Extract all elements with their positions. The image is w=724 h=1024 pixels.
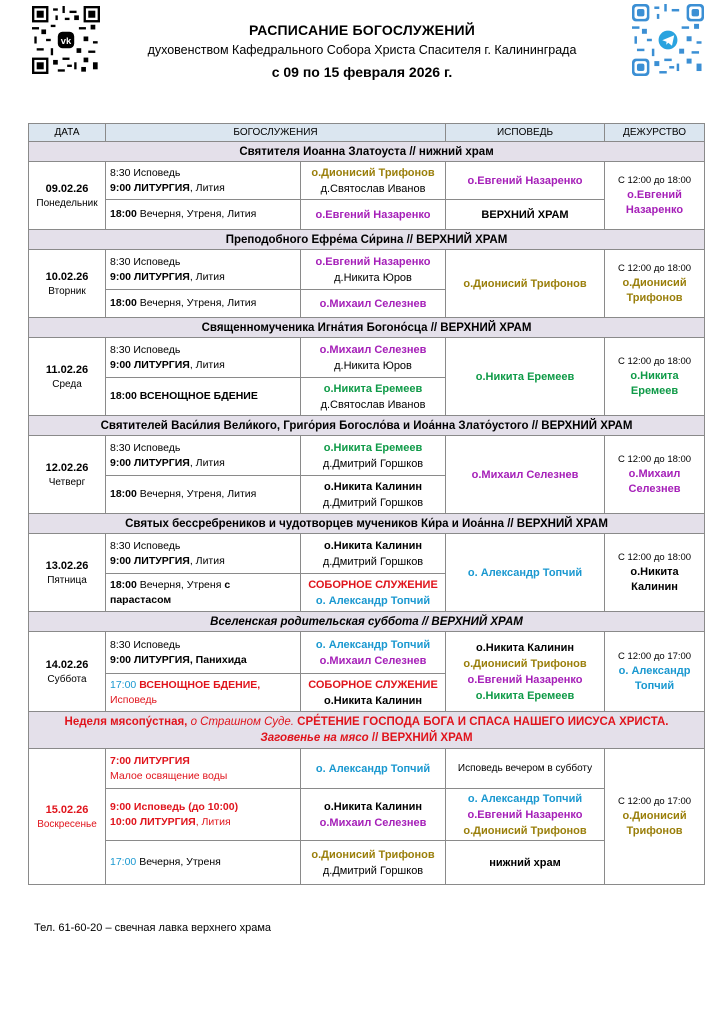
table-row xyxy=(29,200,705,230)
day-heading: Святителя Иоанна Златоуста // нижний храм xyxy=(29,142,705,162)
weekday: Понедельник xyxy=(36,197,98,209)
service-time: 17:00 xyxy=(110,678,137,691)
day-heading-row xyxy=(29,416,705,436)
service-cell xyxy=(106,749,301,789)
day-heading xyxy=(29,712,705,749)
day-heading-text: СРЕ́ТЕНИЕ ГОСПОДА БОГА И СПАСА НАШЕГО ИИСУСА ХРИСТА. xyxy=(293,716,669,728)
priest-name: о.Никита Еремеев xyxy=(323,382,423,395)
duty-priest: о.Никита Еремеев xyxy=(630,370,679,397)
joint-service-label: СОБОРНОЕ СЛУЖЕНИЕ xyxy=(308,678,438,691)
duty-priest: о.Никита Калинин xyxy=(630,566,679,593)
priests-cell xyxy=(301,789,446,841)
service-line-bold: 10:00 ЛИТУРГИЯ xyxy=(110,815,196,828)
service-cell xyxy=(106,632,301,674)
priest-name: о.Дионисий Трифонов xyxy=(311,166,435,179)
deacon-name: д.Святослав Иванов xyxy=(320,182,426,195)
day-heading: Священномученика Игна́тия Богоно́сца // ВЕРХНИЙ ХРАМ xyxy=(29,318,705,338)
table-row xyxy=(29,250,705,290)
duty-cell xyxy=(605,749,705,885)
service-line: , Лития xyxy=(189,181,225,194)
duty-time: С 12:00 до 18:00 xyxy=(617,175,692,186)
table-row xyxy=(29,632,705,674)
day-heading-row xyxy=(29,712,705,749)
deacon-name: д.Никита Юров xyxy=(334,271,412,284)
priest-name: о.Михаил Селезнев xyxy=(319,343,427,356)
priests-cell xyxy=(301,841,446,885)
service-line: 8:30 Исповедь xyxy=(110,343,181,356)
confession-cell: о.Евгений Назаренко xyxy=(446,162,605,200)
service-time: 17:00 xyxy=(110,856,137,868)
priests-cell xyxy=(301,378,446,416)
service-time: 18:00 ВСЕНОЩНОЕ БДЕНИЕ xyxy=(110,390,258,402)
service-line: Вечерня, Утреня xyxy=(136,578,225,591)
duty-priest: о.Дионисий Трифонов xyxy=(622,277,687,304)
priest-name: о.Евгений Назаренко xyxy=(315,208,431,221)
date-cell xyxy=(29,749,106,885)
confession-cell: о.Никита Еремеев xyxy=(446,338,605,416)
service-line: Вечерня, Утреня, Лития xyxy=(136,488,257,500)
day-heading-row xyxy=(29,142,705,162)
deacon-name: д.Дмитрий Горшков xyxy=(322,555,424,568)
weekday: Суббота xyxy=(47,673,87,685)
duty-time: С 12:00 до 18:00 xyxy=(617,263,692,274)
date-cell xyxy=(29,338,106,416)
day-heading: Святых бессребреников и чудотворцев мучеников Ки́ра и Иоа́нна // ВЕРХНИЙ ХРАМ xyxy=(29,514,705,534)
service-time: 18:00 xyxy=(110,488,137,500)
confession-cell: ВЕРХНИЙ ХРАМ xyxy=(446,200,605,230)
service-line: , Лития xyxy=(189,358,225,371)
column-header-duty: ДЕЖУРСТВО xyxy=(605,124,705,142)
page-subtitle: духовенством Кафедрального Собора Христа Спасителя г. Калининграда xyxy=(147,43,577,57)
weekday: Воскресенье xyxy=(37,818,97,830)
service-cell xyxy=(106,476,301,514)
service-line-bold: парастасом xyxy=(110,593,172,606)
duty-priest: о.Михаил Селезнев xyxy=(628,468,681,495)
deacon-name: д.Дмитрий Горшков xyxy=(322,864,424,877)
day-heading xyxy=(29,612,705,632)
day-heading-row xyxy=(29,612,705,632)
priest-name: о.Никита Еремеев xyxy=(323,441,423,454)
deacon-name: д.Святослав Иванов xyxy=(320,398,426,411)
table-row xyxy=(29,749,705,789)
duty-cell xyxy=(605,632,705,712)
column-header-confession: ИСПОВЕДЬ xyxy=(446,124,605,142)
service-line: Вечерня, Утреня xyxy=(136,856,221,868)
date: 10.02.26 xyxy=(45,270,89,283)
priests-cell xyxy=(301,162,446,200)
service-cell xyxy=(106,789,301,841)
priest-name: о.Никита Калинин xyxy=(323,694,423,707)
table-row xyxy=(29,789,705,841)
service-line-bold: 9:00 ЛИТУРГИЯ xyxy=(110,270,190,283)
deacon-name: д.Дмитрий Горшков xyxy=(322,457,424,470)
priests-cell xyxy=(301,534,446,574)
day-heading: Святителей Васи́лия Вели́кого, Григо́рия Богосло́ва и Иоа́нна Злато́устого // ВЕРХНИЙ ХРАМ xyxy=(29,416,705,436)
service-line-bold: ВСЕНОЩНОЕ БДЕНИЕ, xyxy=(136,678,261,691)
service-cell xyxy=(106,378,301,416)
priest-name: о.Михаил Селезнев xyxy=(319,297,427,310)
confession-cell xyxy=(446,632,605,712)
footer-phone-note: Тел. 61-60-20 – свечная лавка верхнего храма xyxy=(34,922,272,934)
service-line: , Лития xyxy=(189,270,225,283)
weekday: Вторник xyxy=(48,285,86,297)
service-line: Исповедь xyxy=(110,693,157,706)
service-line-bold: 9:00 ЛИТУРГИЯ, Панихида xyxy=(110,653,247,666)
duty-cell xyxy=(605,534,705,612)
duty-time: С 12:00 до 18:00 xyxy=(617,356,692,367)
service-line: Малое освящение воды xyxy=(110,769,228,782)
priest-name: о.Никита Калинин xyxy=(323,539,423,552)
date: 12.02.26 xyxy=(45,461,89,474)
day-heading-row xyxy=(29,318,705,338)
day-heading-text: Неделя мясопу́стная, xyxy=(64,716,188,728)
confessor-name: о.Дионисий Трифонов xyxy=(463,657,587,670)
priest-name: о.Никита Калинин xyxy=(323,480,423,493)
duty-time: С 12:00 до 18:00 xyxy=(617,454,692,465)
service-cell xyxy=(106,534,301,574)
confession-cell: нижний храм xyxy=(446,841,605,885)
priests-cell xyxy=(301,674,446,712)
service-line-bold: 9:00 ЛИТУРГИЯ xyxy=(110,456,190,469)
table-row xyxy=(29,436,705,476)
service-cell xyxy=(106,250,301,290)
column-header-date: ДАТА xyxy=(29,124,106,142)
page-title: РАСПИСАНИЕ БОГОСЛУЖЕНИЙ xyxy=(248,22,476,38)
service-line-bold: 9:00 ЛИТУРГИЯ xyxy=(110,181,190,194)
confession-cell: о.Дионисий Трифонов xyxy=(446,250,605,318)
service-cell xyxy=(106,436,301,476)
priests-cell xyxy=(301,749,446,789)
service-line: Вечерня, Утреня, Лития xyxy=(136,208,257,220)
service-cell xyxy=(106,338,301,378)
weekday: Среда xyxy=(52,378,82,390)
service-line-bold: 9:00 ЛИТУРГИЯ xyxy=(110,358,190,371)
table-header-row xyxy=(29,124,705,142)
service-line-bold: 9:00 ЛИТУРГИЯ xyxy=(110,554,190,567)
service-line: , Лития xyxy=(189,456,225,469)
confessor-name: о. Александр Топчий xyxy=(467,792,583,805)
duty-priest: о. Александр Топчий xyxy=(618,665,691,692)
service-line: , Лития xyxy=(195,815,231,828)
day-heading-row xyxy=(29,230,705,250)
date-cell xyxy=(29,534,106,612)
service-cell xyxy=(106,574,301,612)
confession-cell: Исповедь вечером в субботу xyxy=(446,749,605,789)
date: 14.02.26 xyxy=(45,658,89,671)
weekday: Четверг xyxy=(48,476,86,488)
joint-service-label: СОБОРНОЕ СЛУЖЕНИЕ xyxy=(308,578,438,591)
column-header-services: БОГОСЛУЖЕНИЯ xyxy=(106,124,446,142)
priests-cell xyxy=(301,476,446,514)
duty-cell xyxy=(605,436,705,514)
service-line-bold: с xyxy=(224,578,231,591)
priest-name: о.Дионисий Трифонов xyxy=(311,848,435,861)
date-cell xyxy=(29,632,106,712)
duty-time: С 12:00 до 17:00 xyxy=(617,796,692,807)
confession-cell: о.Михаил Селезнев xyxy=(446,436,605,514)
weekday: Пятница xyxy=(47,574,87,586)
service-line: 8:30 Исповедь xyxy=(110,441,181,454)
service-line-bold: 7:00 ЛИТУРГИЯ xyxy=(110,754,190,767)
service-line: 8:30 Исповедь xyxy=(110,166,181,179)
service-time: 18:00 xyxy=(110,208,137,220)
service-cell xyxy=(106,290,301,318)
priest-name: о.Никита Калинин xyxy=(323,800,423,813)
priest-name: о.Михаил Селезнев xyxy=(319,816,427,829)
service-cell xyxy=(106,674,301,712)
service-line: 8:30 Исповедь xyxy=(110,539,181,552)
service-time: 18:00 xyxy=(110,578,137,591)
confession-cell xyxy=(446,789,605,841)
priests-cell xyxy=(301,250,446,290)
date-cell xyxy=(29,250,106,318)
deacon-name: д.Дмитрий Горшков xyxy=(322,496,424,509)
priests-cell xyxy=(301,338,446,378)
duty-priest: о.Евгений Назаренко xyxy=(625,189,684,216)
service-time: 18:00 xyxy=(110,297,137,309)
deacon-name: д.Никита Юров xyxy=(334,359,412,372)
service-line: 8:30 Исповедь xyxy=(110,638,181,651)
day-heading-row xyxy=(29,514,705,534)
service-cell xyxy=(106,200,301,230)
priests-cell xyxy=(301,290,446,318)
day-heading-text: // ВЕРХНИЙ ХРАМ xyxy=(368,732,473,744)
schedule-period: с 09 по 15 февраля 2026 г. xyxy=(271,64,453,80)
table-row xyxy=(29,534,705,574)
date: 11.02.26 xyxy=(45,363,89,376)
service-line-bold: 9:00 Исповедь (до 10:00) xyxy=(110,800,239,813)
duty-cell xyxy=(605,162,705,230)
svg-text:vk: vk xyxy=(60,35,72,46)
priest-name: о. Александр Топчий xyxy=(315,594,431,607)
date: 09.02.26 xyxy=(45,182,89,195)
confessor-name: о.Евгений Назаренко xyxy=(467,808,583,821)
priest-name: о.Михаил Селезнев xyxy=(319,654,427,667)
confessor-name: о.Никита Еремеев xyxy=(475,689,575,702)
duty-priest: о.Дионисий Трифонов xyxy=(622,810,687,837)
confessor-name: о.Никита Калинин xyxy=(475,641,575,654)
confessor-name: о.Евгений Назаренко xyxy=(467,673,583,686)
table-row xyxy=(29,338,705,378)
priests-cell xyxy=(301,436,446,476)
confession-cell: о. Александр Топчий xyxy=(446,534,605,612)
date: 13.02.26 xyxy=(45,559,89,572)
schedule-table xyxy=(28,123,705,885)
service-cell xyxy=(106,162,301,200)
service-line: , Лития xyxy=(189,554,225,567)
duty-time: С 12:00 до 17:00 xyxy=(617,651,692,662)
table-row xyxy=(29,841,705,885)
priests-cell xyxy=(301,632,446,674)
service-line: 8:30 Исповедь xyxy=(110,255,181,268)
duty-cell xyxy=(605,338,705,416)
duty-cell xyxy=(605,250,705,318)
date: 15.02.26 xyxy=(45,803,89,816)
priest-name: о. Александр Топчий xyxy=(315,638,431,651)
day-heading-text: Вселенская родительская суббота // ВЕРХНИЙ ХРАМ xyxy=(210,615,523,628)
duty-time: С 12:00 до 18:00 xyxy=(617,552,692,563)
confessor-name: о.Дионисий Трифонов xyxy=(463,824,587,837)
day-heading-text: Заговенье на мясо xyxy=(260,732,369,744)
priest-name: о. Александр Топчий xyxy=(315,762,431,775)
priests-cell xyxy=(301,574,446,612)
service-line: Вечерня, Утреня, Лития xyxy=(136,297,257,309)
service-cell xyxy=(106,841,301,885)
day-heading-text: о Страшном Суде. xyxy=(187,716,294,728)
date-cell xyxy=(29,162,106,230)
priest-name: о.Евгений Назаренко xyxy=(315,255,431,268)
date-cell xyxy=(29,436,106,514)
day-heading: Преподобного Ефре́ма Си́рина // ВЕРХНИЙ ХРАМ xyxy=(29,230,705,250)
priests-cell xyxy=(301,200,446,230)
table-row xyxy=(29,162,705,200)
